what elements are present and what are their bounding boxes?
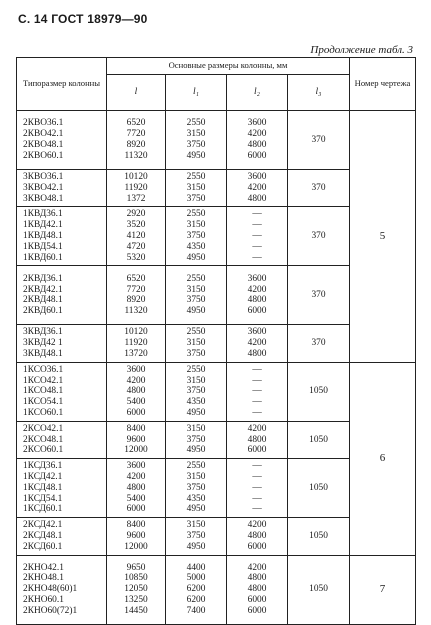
l1-cell: 2550 3150 3750 4950	[186, 118, 206, 161]
type-cell: 3КВД36.1 3КВД42 1 3КВД48.1	[23, 327, 63, 359]
l1-cell: 2550 3150 3750 4350 4950	[186, 364, 206, 418]
l2-cell: 4200 4800 6000	[247, 423, 267, 456]
l-cell: 8400 9600 12000	[124, 520, 148, 552]
drawing-number-cell: 6	[350, 362, 416, 555]
type-cell: 2КВД36.1 2КВД42.1 2КВД48.1 2КВД60.1	[23, 273, 63, 317]
l2-cell: 3600 4200 4800 6000	[247, 118, 267, 161]
type-cell: 2КСО42.1 2КСО48.1 2КСО60.1	[23, 423, 64, 456]
l1-cell: 2550 3150 3750 4950	[186, 273, 206, 317]
l2-cell: 4200 4800 6000	[247, 520, 267, 552]
l3-cell: 370	[288, 111, 350, 170]
l3-cell: 370	[288, 325, 350, 362]
page-header: С. 14 ГОСТ 18979—90	[18, 12, 148, 26]
type-cell: 2КНО42.1 2КНО48.1 2КНО48(60)1 2КНО60.1 2КНО60(72)1	[23, 562, 78, 616]
l-cell: 8400 9600 12000	[124, 423, 148, 456]
l3-cell: 370	[288, 207, 350, 266]
l-cell: 6520 7720 8920 11320	[124, 118, 148, 161]
l-cell: 9650 10850 12050 13250 14450	[124, 562, 148, 616]
dimensions-table	[16, 57, 416, 625]
header-main-dimensions: Основные размеры колонны, мм	[107, 58, 350, 75]
l3-cell: 370	[288, 170, 350, 207]
type-cell: 2КСД42.1 2КСД48.1 2КСД60.1	[23, 520, 63, 552]
l1-cell: 2550 3150 3750 4350 4950	[186, 461, 206, 515]
type-cell: 2КВО36.1 2КВО42.1 2КВО48.1 2КВО60.1	[23, 118, 64, 161]
l3-cell: 1050	[288, 518, 350, 555]
type-cell: 1КСО36.1 1КСО42.1 1КСО48.1 1КСО54.1 1КСО60.1	[23, 364, 64, 418]
table-continuation-label: Продолжение табл. 3	[310, 44, 413, 56]
type-cell: 1КВД36.1 1КВД42.1 1КВД48.1 1КВД54.1 1КВД60.1	[23, 209, 63, 263]
type-cell: 3КВО36.1 3КВО42.1 3КВО48.1	[23, 172, 64, 204]
l3-cell: 370	[288, 266, 350, 325]
l-cell: 6520 7720 8920 11320	[124, 273, 148, 317]
l3-cell: 1050	[288, 421, 350, 458]
table-row	[17, 111, 416, 170]
l1-cell: 3150 3750 4950	[186, 423, 206, 456]
l2-cell: 4200 4800 4800 6000 6000	[247, 562, 267, 616]
header-type: Типоразмер колонны	[17, 58, 107, 111]
l3-cell: 1050	[288, 362, 350, 421]
l2-cell: 3600 4200 4800 6000	[247, 273, 267, 317]
l3-cell: 1050	[288, 555, 350, 624]
l2-cell: — — — — —	[252, 364, 262, 418]
l1-cell: 2550 3150 3750 4350 4950	[186, 209, 206, 263]
l1-cell: 4400 5000 6200 6200 7400	[186, 562, 206, 616]
l2-cell: 3600 4200 4800	[247, 327, 267, 359]
drawing-number-cell: 5	[350, 111, 416, 363]
l1-cell: 2550 3150 3750	[186, 172, 206, 204]
type-cell: 1КСД36.1 1КСД42.1 1КСД48.1 1КСД54.1 1КСД60.1	[23, 461, 63, 515]
l-cell: 3600 4200 4800 5400 6000	[126, 461, 146, 515]
table-row	[17, 362, 416, 421]
header-drawing-number: Номер чертежа	[350, 58, 416, 111]
l1-cell: 2550 3150 3750	[186, 327, 206, 359]
header-l3: l₃	[288, 75, 350, 111]
header-l2: l₂	[227, 75, 288, 111]
l-cell: 10120 11920 1372	[124, 172, 148, 204]
l-cell: 3600 4200 4800 5400 6000	[126, 364, 146, 418]
l-cell: 10120 11920 13720	[124, 327, 148, 359]
l3-cell: 1050	[288, 459, 350, 518]
l2-cell: — — — — —	[252, 209, 262, 263]
header-l: l	[107, 75, 166, 111]
table-row	[17, 555, 416, 624]
l2-cell: 3600 4200 4800	[247, 172, 267, 204]
drawing-number-cell: 7	[350, 555, 416, 624]
l1-cell: 3150 3750 4950	[186, 520, 206, 552]
l-cell: 2920 3520 4120 4720 5320	[126, 209, 146, 263]
header-l1: l₁	[166, 75, 227, 111]
l2-cell: — — — — —	[252, 461, 262, 515]
